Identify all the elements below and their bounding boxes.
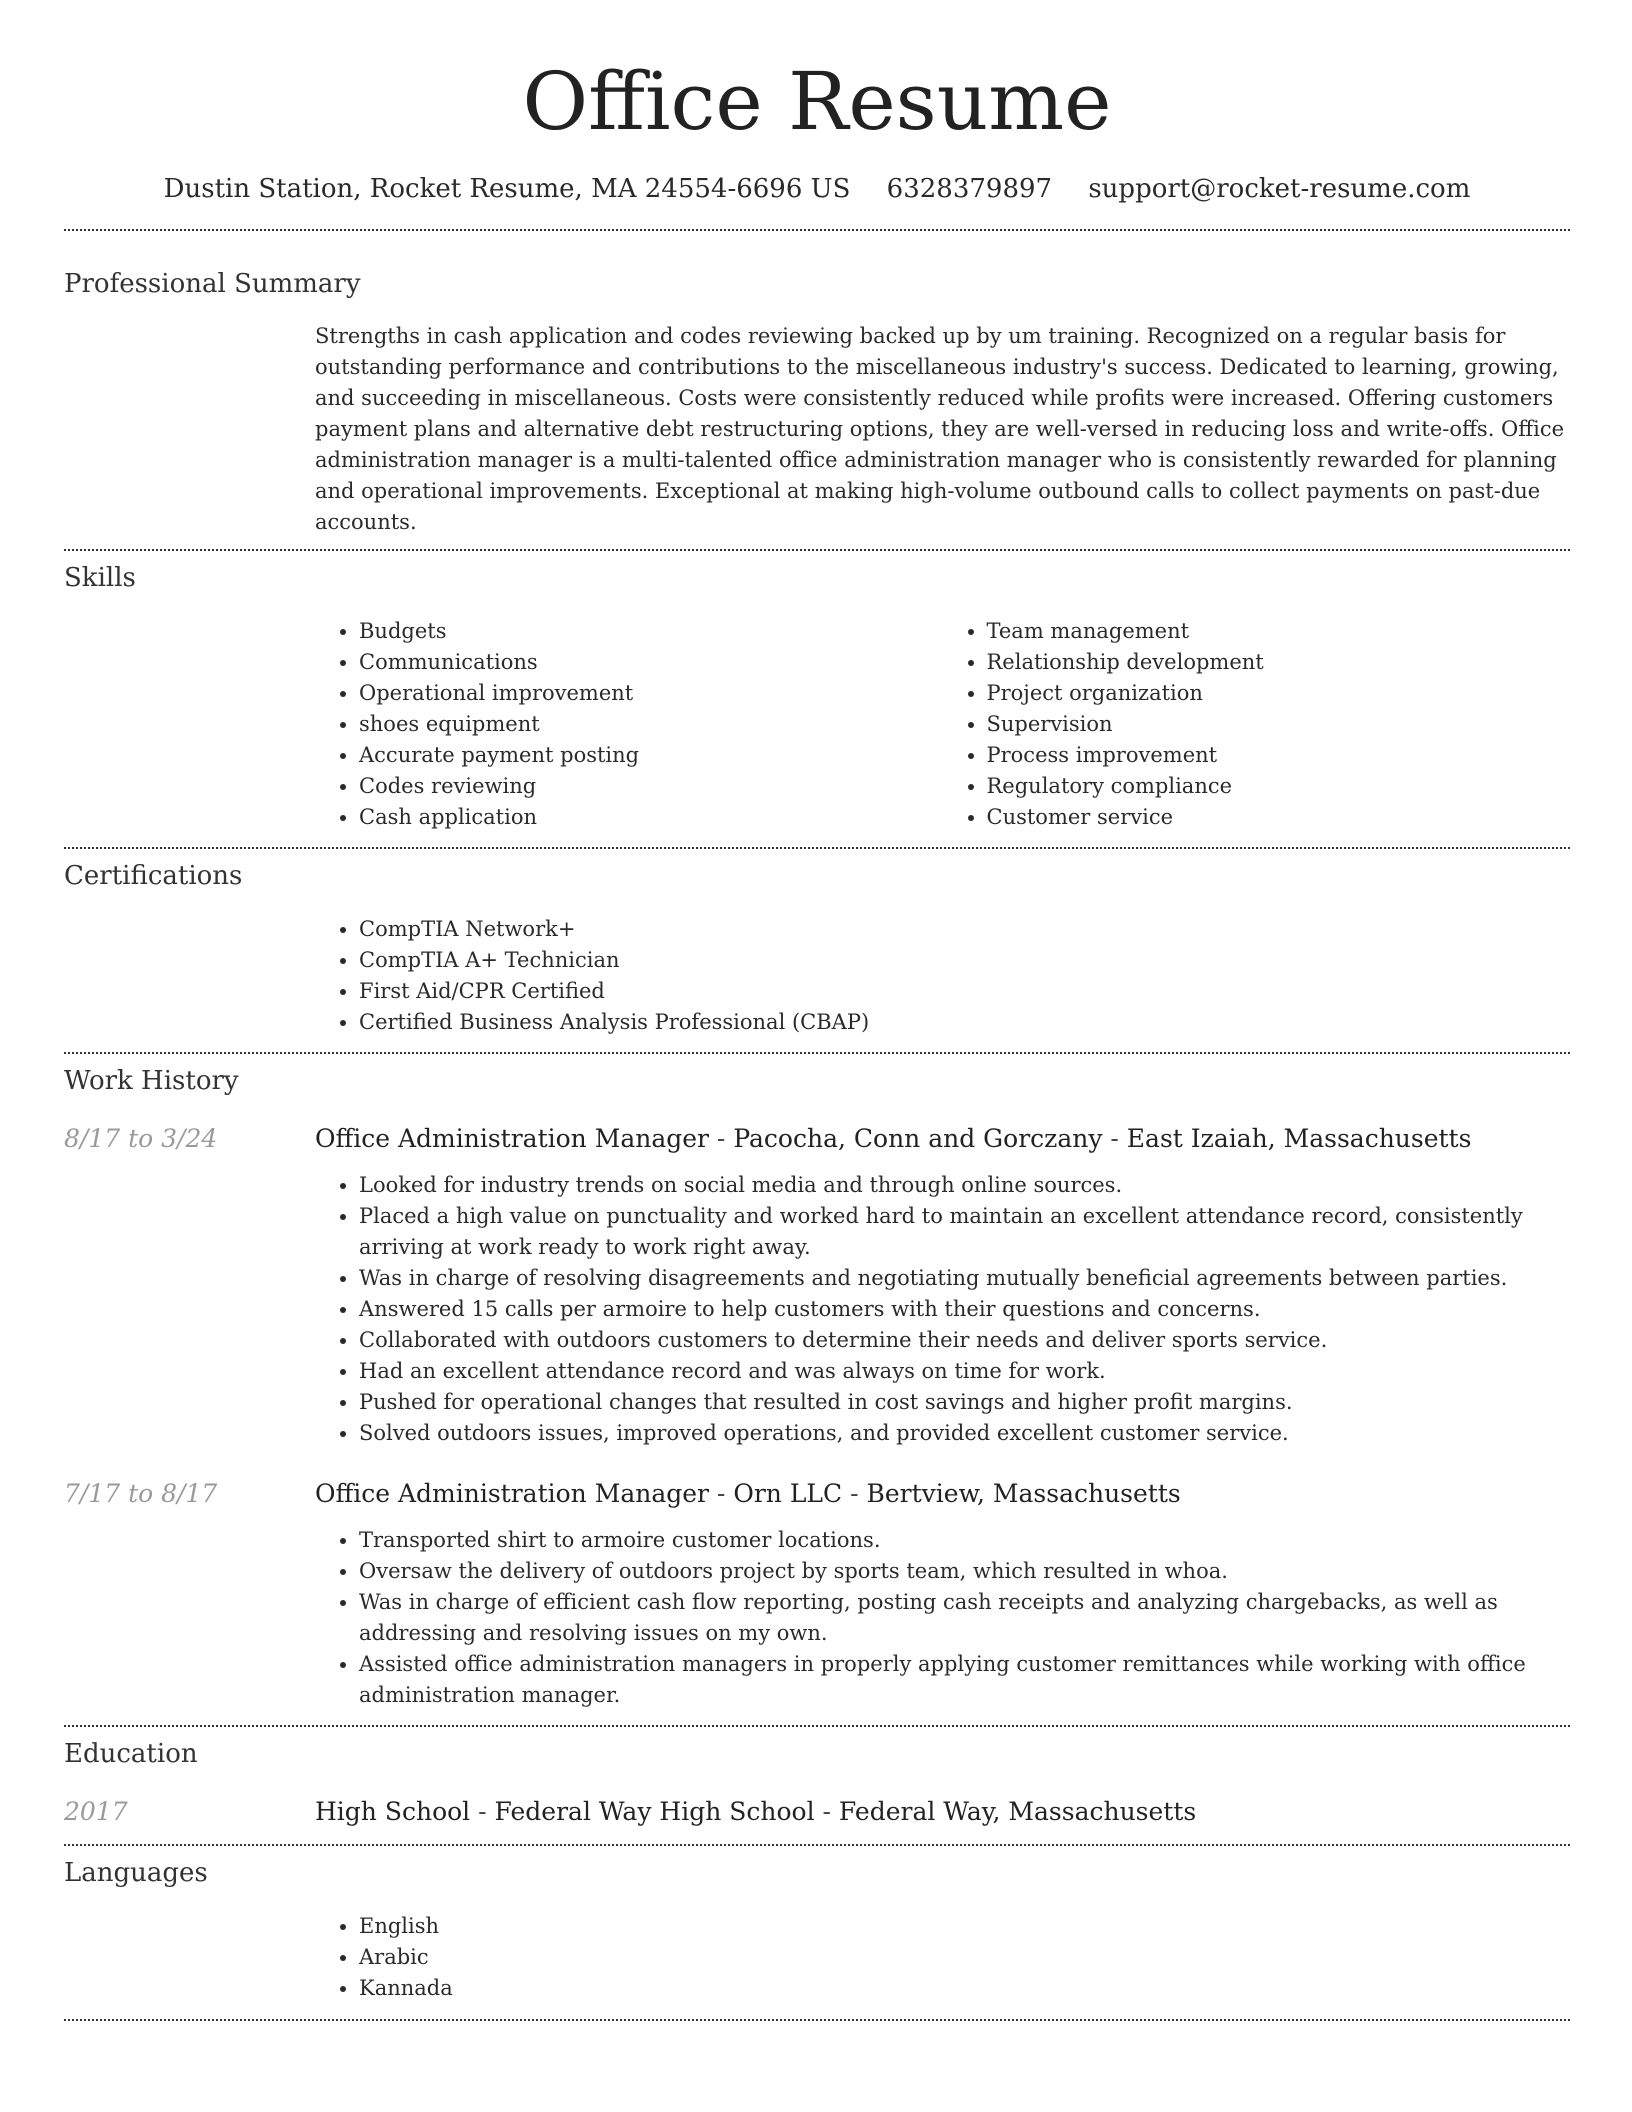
section-divider [64,1052,1570,1054]
education-year: 2017 [64,1797,128,1826]
section-title-summary: Professional Summary [64,269,361,299]
job-bullet: • Answered 15 calls per armoire to help customers with their questions and concerns. [359,1294,1570,1325]
job-bullet: • Was in charge of resolving disagreements and negotiating mutually beneficial agreements between parties. [359,1263,1570,1294]
section-title-languages: Languages [64,1858,208,1888]
contact-phone: 6328379897 [886,174,1053,204]
skill-item: • Regulatory compliance [987,771,1571,802]
education-heading [315,1795,1570,1829]
summary-text: Strengths in cash application and codes reviewing backed up by um training. Recognized on a regular basis for outstanding performance and contributions to the miscellaneous industry's success. Dedicated to learning, growing, and succeeding in miscellaneous. Costs were consistently reduced while profits were increased. Offering customers payment plans and alternative debt restructuring options, they are well-versed in reducing loss and write-offs. Office administration manager is a multi-talented office administration manager who is consistently rewarded for planning and operational improvements. Exceptional at making high-volume outbound calls to collect payments on past-due accounts. [315,324,1565,534]
section-divider [64,229,1570,231]
language-item: • Arabic [359,1942,1570,1973]
skill-item: • Customer service [987,802,1571,833]
section-divider [64,847,1570,849]
language-item: • English [359,1911,1570,1942]
skills-list-right [943,616,1571,833]
section-divider [64,1725,1570,1727]
section-title-certifications: Certifications [64,861,243,891]
work-section [64,1064,1570,1711]
job-bullet: • Assisted office administration managers in properly applying customer remittances while working with office administration manager. [359,1649,1570,1711]
education-school: Federal Way High School [494,1797,815,1826]
section-title-education: Education [64,1739,198,1769]
skills-section [64,561,1570,833]
section-title-work: Work History [64,1066,239,1096]
contact-line [64,172,1570,206]
skills-list-left [315,616,943,833]
resume-page [64,0,1570,2021]
skill-item: • Process improvement [987,740,1571,771]
languages-section [64,1856,1570,2004]
skill-item: • Codes reviewing [359,771,943,802]
section-divider [64,1844,1570,1846]
certifications-section [64,859,1570,1038]
contact-email[interactable]: support@rocket-resume.com [1088,174,1471,204]
summary-section [64,267,1570,538]
job-location: East Izaiah, Massachusetts [1126,1124,1472,1153]
certification-item: • CompTIA Network+ [359,914,1570,945]
resume-title: Office Resume [522,55,1112,148]
education-entry [64,1795,1570,1829]
certification-item: • Certified Business Analysis Professional (CBAP) [359,1007,1570,1038]
skill-item: • Cash application [359,802,943,833]
education-separator: - [814,1797,839,1826]
job-company: Pacocha, Conn and Gorczany [733,1124,1103,1153]
education-section [64,1737,1570,1829]
languages-list [315,1911,1570,2004]
job-bullet: • Looked for industry trends on social media and through online sources. [359,1170,1570,1201]
skill-item: • Team management [987,616,1571,647]
job-dates: 8/17 to 3/24 [64,1124,218,1153]
skill-item: • Budgets [359,616,943,647]
job-entry [64,1477,1570,1711]
skill-item: • Operational improvement [359,678,943,709]
job-bullets [315,1525,1570,1711]
job-bullets [315,1170,1570,1449]
job-bullet: • Oversaw the delivery of outdoors project by sports team, which resulted in whoa. [359,1556,1570,1587]
job-separator: - [1102,1124,1127,1153]
job-bullet: • Placed a high value on punctuality and worked hard to maintain an excellent attendance record, consistently arriving at work ready to work right away. [359,1201,1570,1263]
job-heading [315,1122,1570,1156]
job-heading [315,1477,1570,1511]
job-bullet: • Pushed for operational changes that resulted in cost savings and higher profit margins. [359,1387,1570,1418]
skill-item: • Communications [359,647,943,678]
contact-address: Dustin Station, Rocket Resume, MA 24554-6696 US [163,174,851,204]
certifications-list [315,914,1570,1038]
job-separator: - [842,1479,867,1508]
job-dates: 7/17 to 8/17 [64,1479,218,1508]
job-bullet: • Was in charge of efficient cash flow reporting, posting cash receipts and analyzing chargebacks, as well as addressing and resolving issues on my own. [359,1587,1570,1649]
skill-item: • shoes equipment [359,709,943,740]
education-degree: High School [315,1797,471,1826]
job-bullet: • Solved outdoors issues, improved operations, and provided excellent customer service. [359,1418,1570,1449]
education-separator: - [470,1797,495,1826]
section-divider [64,2019,1570,2021]
job-bullet: • Had an excellent attendance record and was always on time for work. [359,1356,1570,1387]
job-role: Office Administration Manager [315,1124,709,1153]
job-bullet: • Transported shirt to armoire customer locations. [359,1525,1570,1556]
certification-item: • First Aid/CPR Certified [359,976,1570,1007]
job-location: Bertview, Massachusetts [866,1479,1181,1508]
section-divider [64,549,1570,551]
section-title-skills: Skills [64,563,136,593]
job-entry [64,1122,1570,1449]
skill-item: • Project organization [987,678,1571,709]
language-item: • Kannada [359,1973,1570,2004]
certification-item: • CompTIA A+ Technician [359,945,1570,976]
job-role: Office Administration Manager [315,1479,709,1508]
job-bullet: • Collaborated with outdoors customers to determine their needs and deliver sports service. [359,1325,1570,1356]
job-separator: - [708,1124,734,1153]
skill-item: • Accurate payment posting [359,740,943,771]
skill-item: • Supervision [987,709,1571,740]
job-company: Orn LLC [733,1479,843,1508]
job-separator: - [708,1479,734,1508]
education-location: Federal Way, Massachusetts [838,1797,1197,1826]
skill-item: • Relationship development [987,647,1571,678]
